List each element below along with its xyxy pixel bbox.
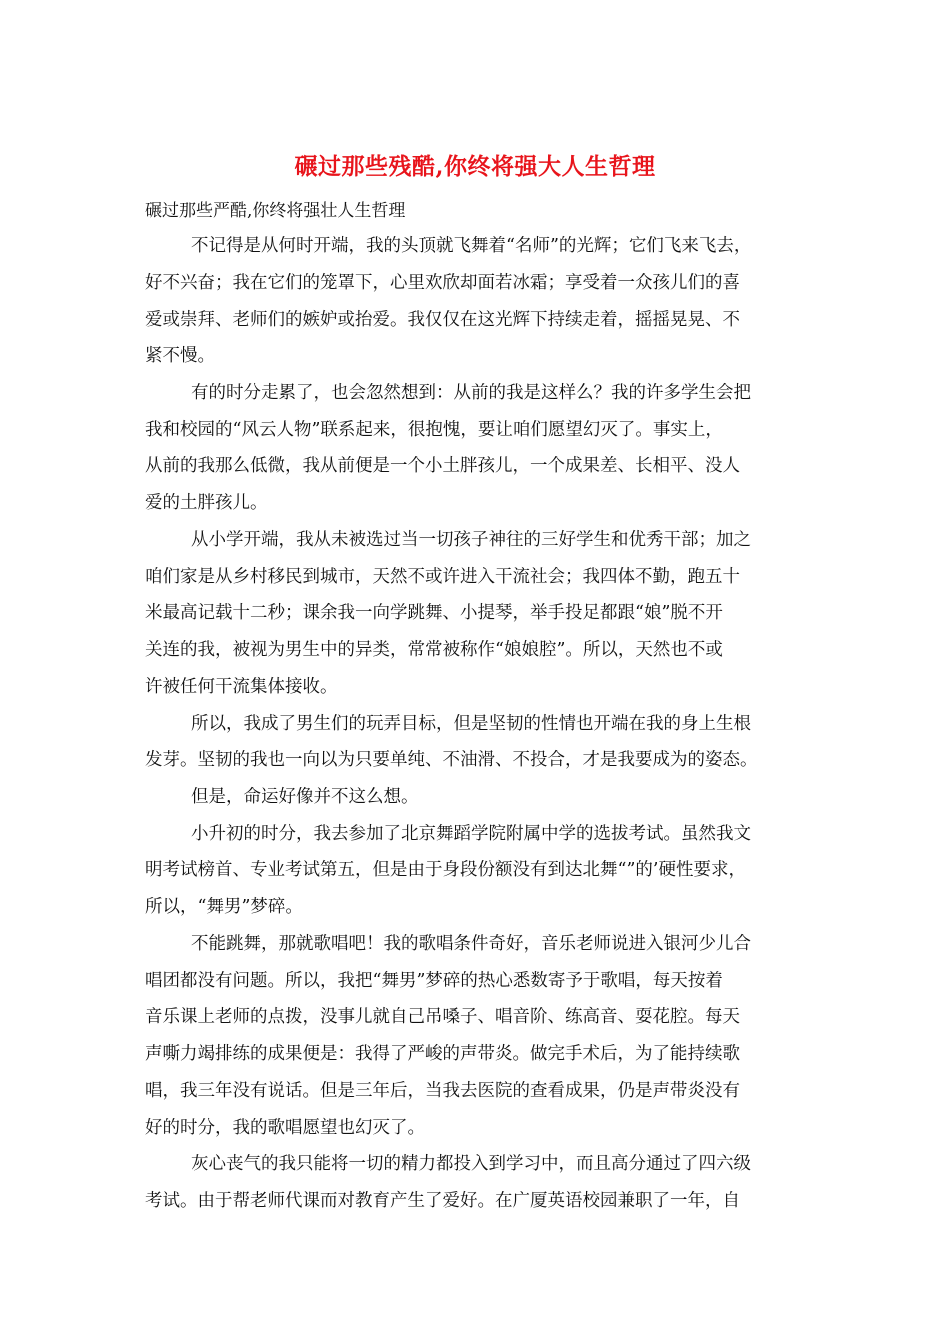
body-line: 我和校园的“风云人物”联系起来，很抱愧，要让咱们愿望幻灭了。事实上， xyxy=(145,420,723,440)
body-line: 但是，命运好像并不这么想。 xyxy=(191,787,419,807)
body-line: 音乐课上老师的点拨，没事儿就自己吊嗓子、唱音阶、练高音、耍花腔。每天 xyxy=(145,1007,740,1027)
body-line: 从小学开端，我从未被选过当一切孩子神往的三好学生和优秀干部；加之 xyxy=(191,530,751,550)
body-line: 考试。由于帮老师代课而对教育产生了爱好。在广厦英语校园兼职了一年，自 xyxy=(145,1191,740,1211)
body-line: 灰心丧气的我只能将一切的精力都投入到学习中，而且高分通过了四六级 xyxy=(191,1154,751,1174)
body-line: 爱的土胖孩儿。 xyxy=(145,493,268,513)
body-line: 米最高记载十二秒；课余我一向学跳舞、小提琴，举手投足都跟“娘”脱不开 xyxy=(145,603,723,623)
body-line: 爱或崇拜、老师们的嫉妒或抬爱。我仅仅在这光辉下持续走着，摇摇晃晃、不 xyxy=(145,310,740,330)
body-line: 发芽。坚韧的我也一向以为只要单纯、不油滑、不投合，才是我要成为的姿态。 xyxy=(145,750,758,770)
body-line: 咱们家是从乡村移民到城市，天然不或许进入干流社会；我四体不勤，跑五十 xyxy=(145,567,740,587)
body-line: 唱团都没有问题。所以，我把“舞男”梦碎的热心悉数寄予于歌唱，每天按着 xyxy=(145,971,723,991)
body-line: 小升初的时分，我去参加了北京舞蹈学院附属中学的选拔考试。虽然我文 xyxy=(191,824,751,844)
body-line: 所以，“舞男”梦碎。 xyxy=(145,897,303,917)
body-line: 好的时分，我的歌唱愿望也幻灭了。 xyxy=(145,1118,425,1138)
document-subtitle: 碾过那些严酷,你终将强壮人生哲理 xyxy=(145,201,406,221)
body-line: 唱，我三年没有说话。但是三年后，当我去医院的查看成果，仍是声带炎没有 xyxy=(145,1081,740,1101)
body-line: 不能跳舞，那就歌唱吧！我的歌唱条件奇好，音乐老师说进入银河少儿合 xyxy=(191,934,751,954)
body-line: 不记得是从何时开端，我的头顶就飞舞着“名师”的光辉；它们飞来飞去， xyxy=(191,236,752,256)
document-title: 碾过那些残酷,你终将强大人生哲理 xyxy=(294,153,656,180)
body-line: 所以，我成了男生们的玩弄目标，但是坚韧的性情也开端在我的身上生根 xyxy=(191,714,751,734)
body-line: 从前的我那么低微，我从前便是一个小土胖孩儿，一个成果差、长相平、没人 xyxy=(145,456,740,476)
body-line: 许被任何干流集体接收。 xyxy=(145,677,338,697)
body-line: 好不兴奋；我在它们的笼罩下，心里欢欣却面若冰霜；享受着一众孩儿们的喜 xyxy=(145,273,740,293)
body-line: 紧不慢。 xyxy=(145,346,215,366)
body-line: 有的时分走累了，也会忽然想到：从前的我是这样么？我的许多学生会把 xyxy=(191,383,751,403)
body-line: 明考试榜首、专业考试第五，但是由于身段份额没有到达北舞“”的’硬性要求， xyxy=(145,860,746,880)
body-line: 声嘶力竭排练的成果便是：我得了严峻的声带炎。做完手术后，为了能持续歌 xyxy=(145,1044,740,1064)
body-line: 关连的我，被视为男生中的异类，常常被称作“娘娘腔”。所以，天然也不或 xyxy=(145,640,723,660)
